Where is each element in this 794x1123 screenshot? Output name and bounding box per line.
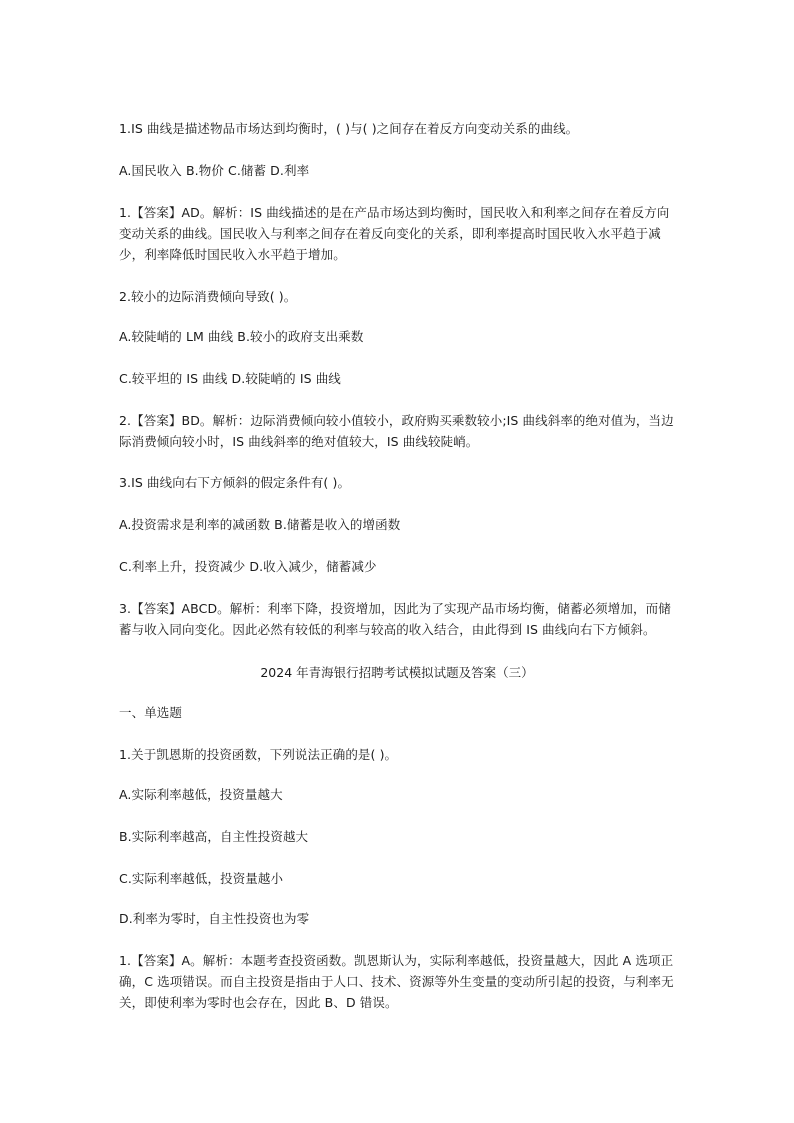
question-4-option-c: C.实际利率越低，投资量越小 (119, 871, 284, 886)
section-title: 2024 年青海银行招聘考试模拟试题及答案（三） (260, 665, 534, 680)
question-2-options-cd: C.较平坦的 IS 曲线 D.较陡峭的 IS 曲线 (119, 371, 341, 386)
answer-1: 1.【答案】AD。解析：IS 曲线描述的是在产品市场达到均衡时，国民收入和利率之间存在着反方向变动关系的曲线。国民收入与利率之间存在着反向变化的关系，即利率提高时国民收入水平趋于减少，利率降低时国民收入水平趋于增加。 (119, 205, 670, 262)
question-2-stem: 2.较小的边际消费倾向导致( )。 (119, 289, 297, 304)
question-3-options-cd: C.利率上升，投资减少 D.收入减少，储蓄减少 (119, 559, 377, 574)
answer-4: 1.【答案】A。解析：本题考查投资函数。凯恩斯认为，实际利率越低，投资量越大，因此 A 选项正确，C 选项错误。而自主投资是指由于人口、技术、资源等外生变量的变动所引起的投资，与利率无关，即使利率为零时也会存在，因此 B、D 错误。 (119, 953, 674, 1010)
question-1-stem: 1.IS 曲线是描述物品市场达到均衡时，( )与( )之间存在着反方向变动关系的曲线。 (119, 121, 579, 136)
question-4-option-b: B.实际利率越高，自主性投资越大 (119, 829, 309, 844)
section-heading: 一、单选题 (119, 705, 183, 720)
question-1-options: A.国民收入 B.物价 C.储蓄 D.利率 (119, 163, 310, 178)
question-4-stem: 1.关于凯恩斯的投资函数，下列说法正确的是( )。 (119, 747, 398, 762)
question-3-stem: 3.IS 曲线向右下方倾斜的假定条件有( )。 (119, 475, 351, 490)
answer-3: 3.【答案】ABCD。解析：利率下降，投资增加，因此为了实现产品市场均衡，储蓄必须增加，而储蓄与收入同向变化。因此必然有较低的利率与较高的收入结合，由此得到 IS 曲线向右下方倾斜。 (119, 601, 671, 637)
question-2-options-ab: A.较陡峭的 LM 曲线 B.较小的政府支出乘数 (119, 329, 364, 344)
question-4-option-a: A.实际利率越低，投资量越大 (119, 787, 283, 802)
question-3-options-ab: A.投资需求是利率的减函数 B.储蓄是收入的增函数 (119, 517, 401, 532)
answer-2: 2.【答案】BD。解析：边际消费倾向较小值较小，政府购买乘数较小;IS 曲线斜率的绝对值为，当边际消费倾向较小时，IS 曲线斜率的绝对值较大，IS 曲线较陡峭。 (119, 413, 674, 449)
question-4-option-d: D.利率为零时，自主性投资也为零 (119, 911, 310, 926)
